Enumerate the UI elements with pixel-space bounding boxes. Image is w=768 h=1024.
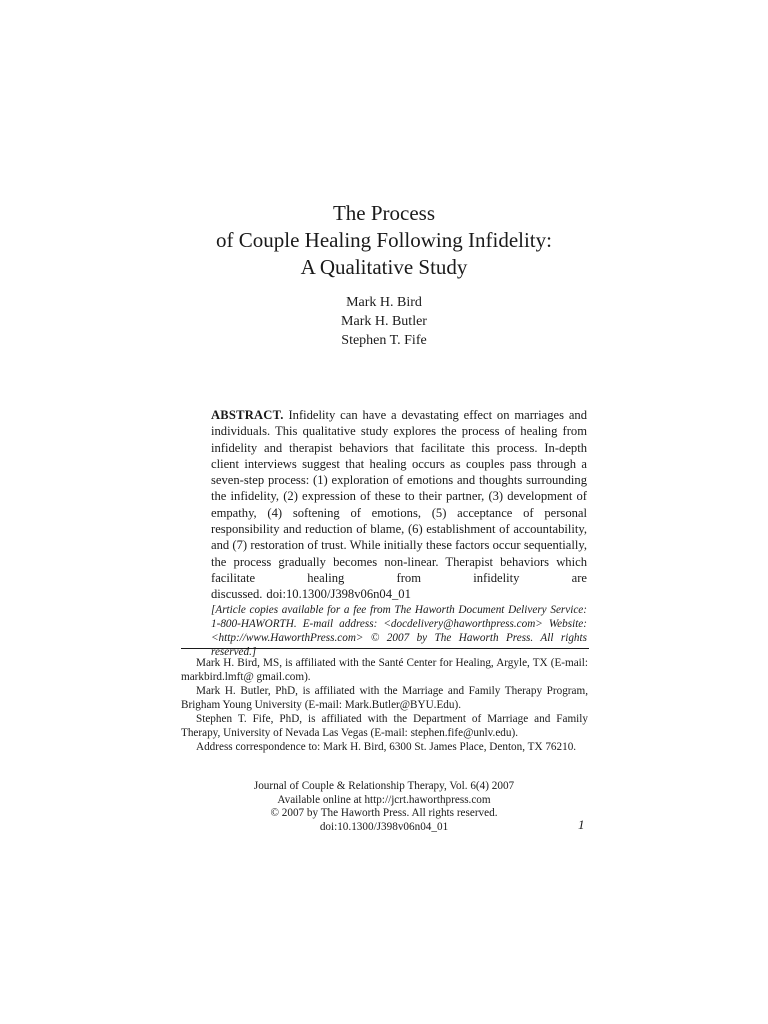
title-line-3: A Qualitative Study — [300, 255, 468, 279]
journal-info — [0, 780, 768, 834]
footnote-bird: Mark H. Bird, MS, is affiliated with the Santé Center for Healing, Argyle, TX (E-mail: markbird.lmft@ gmail.com). — [181, 657, 588, 683]
footnote-correspondence: Address correspondence to: Mark H. Bird, 6300 St. James Place, Denton, TX 76210. — [196, 741, 577, 753]
journal-citation: Journal of Couple & Relationship Therapy, Vol. 6(4) 2007 — [253, 780, 515, 792]
footnote-butler: Mark H. Butler, PhD, is affiliated with the Marriage and Family Therapy Program, Brigham Young University (E-mail: Mark.Butler@BYU.Edu). — [181, 685, 588, 711]
footnote-divider — [181, 648, 589, 649]
page-number: 1 — [578, 817, 585, 832]
article-title — [0, 200, 768, 281]
abstract-doi: doi:10.1300/J398v06n04_01 — [266, 587, 411, 602]
abstract-text: Infidelity can have a devastating effect on marriages and individuals. This qualitative study explores the process of healing from infidelity and therapist behaviors that facilitate this process. In-depth client interviews suggest that healing occurs as couples pass through a seven-step process: (1) exploration of emotions and thoughts surrounding the infidelity, (2) expression of these to their partner, (3) development of empathy, (4) softening of emotions, (5) acceptance of personal responsibility and reduction of blame, (6) establishment of accountability, and (7) restoration of trust. While initially these factors occur sequentially, the process gradually becomes non-linear. Therapist behaviors which facilitate healing from infidelity are discussed. — [211, 408, 587, 602]
author-list — [0, 293, 768, 350]
article-copies-note: [Article copies available for a fee from The Haworth Document Delivery Service: 1-800-HAWORTH. E-mail address: <docdelivery@haworthpress.com> Website: <http://www.HaworthPress.com> © 2007 by The Haworth Press. All rights reserved.] — [211, 603, 587, 658]
author-3: Stephen T. Fife — [341, 333, 427, 348]
abstract-body — [211, 407, 587, 603]
journal-copyright: © 2007 by The Haworth Press. All rights reserved. — [270, 807, 498, 819]
journal-doi: doi:10.1300/J398v06n04_01 — [319, 820, 449, 833]
footnote-fife: Stephen T. Fife, PhD, is affiliated with the Department of Marriage and Family Therapy, University of Nevada Las Vegas (E-mail: stephen.fife@unlv.edu). — [181, 713, 588, 739]
journal-online-url: Available online at http://jcrt.haworthpress.com — [277, 793, 491, 806]
author-2: Mark H. Butler — [341, 314, 427, 329]
title-line-2: of Couple Healing Following Infidelity: — [216, 228, 552, 252]
author-footnotes — [181, 656, 588, 754]
title-line-1: The Process — [332, 201, 436, 225]
abstract — [211, 407, 587, 659]
author-1: Mark H. Bird — [346, 295, 422, 310]
abstract-label: ABSTRACT. — [211, 408, 284, 422]
